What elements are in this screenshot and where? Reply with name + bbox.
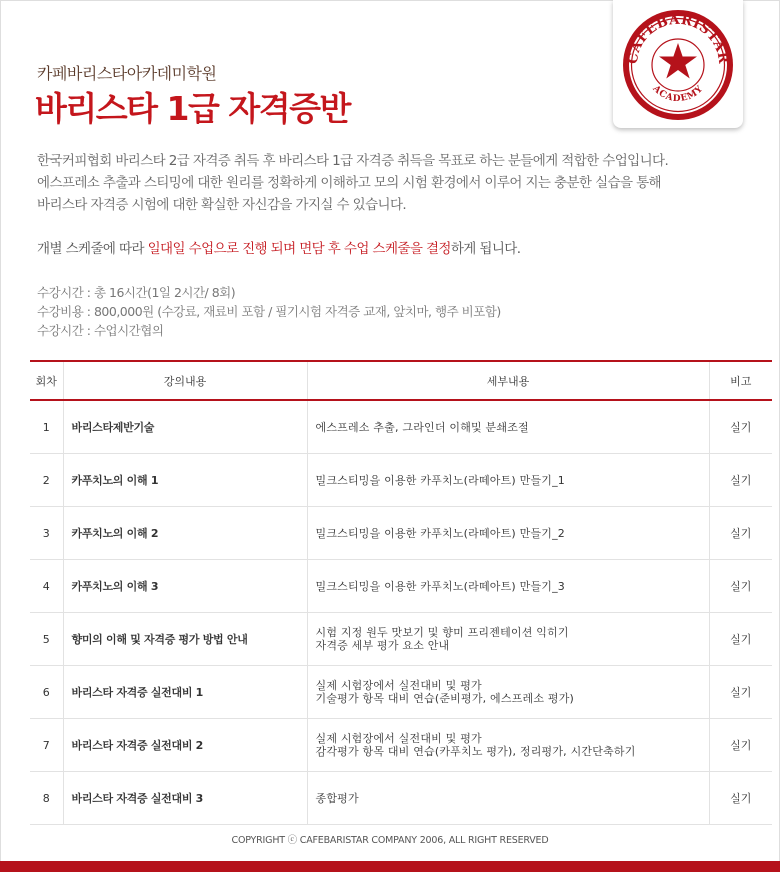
intro-line: 바리스타 자격증 시험에 대한 확실한 자신감을 가지실 수 있습니다. xyxy=(37,197,407,213)
session-number: 2 xyxy=(30,454,63,507)
header-lecture: 강의내용 xyxy=(63,361,307,400)
session-number: 1 xyxy=(30,400,63,454)
detail-line: 밀크스티밍을 이용한 카푸치노(라떼아트) 만들기_1 xyxy=(315,473,565,487)
lecture-details xyxy=(307,666,709,719)
detail-line: 기술평가 항목 대비 연습(준비평가, 에스프레소 평가) xyxy=(315,692,575,705)
info-hours: 수강시간 : 총 16시간(1일 2시간/ 8회) xyxy=(37,285,236,300)
lecture-details xyxy=(307,400,709,454)
session-number: 6 xyxy=(30,666,63,719)
lecture-details xyxy=(307,719,709,772)
curriculum-table xyxy=(30,360,772,825)
detail-line: 감각평가 항목 대비 연습(카푸치노 평가), 정리평가, 시간단축하기 xyxy=(315,745,636,758)
lecture-details xyxy=(307,507,709,560)
academy-logo xyxy=(613,0,743,128)
schedule-note-before: 개별 스케줄에 따라 xyxy=(37,241,148,257)
lecture-note: 실기 xyxy=(709,613,772,666)
session-number: 8 xyxy=(30,772,63,825)
info-cost: 수강비용 : 800,000원 (수강료, 재료비 포함 / 필기시험 자격증 교재, 앞치마, 행주 비포함) xyxy=(37,304,501,319)
table-row xyxy=(30,560,772,613)
detail-line: 밀크스티밍을 이용한 카푸치노(라떼아트) 만들기_3 xyxy=(315,579,565,593)
lecture-details xyxy=(307,772,709,825)
lecture-note: 실기 xyxy=(709,560,772,613)
session-number: 3 xyxy=(30,507,63,560)
copyright-text: COPYRIGHT ⓒ CAFEBARISTAR COMPANY 2006, ALL RIGHT RESERVED xyxy=(231,835,549,846)
lecture-note: 실기 xyxy=(709,507,772,560)
info-schedule: 수강시간 : 수업시간협의 xyxy=(37,323,164,338)
course-info xyxy=(37,283,501,340)
lecture-note: 실기 xyxy=(709,719,772,772)
intro-line: 한국커피협회 바리스타 2급 자격증 취득 후 바리스타 1급 자격증 취득을 목표로 하는 분들에게 적합한 수업입니다. xyxy=(37,153,669,169)
header-details: 세부내용 xyxy=(307,361,709,400)
table-row xyxy=(30,719,772,772)
lecture-note: 실기 xyxy=(709,772,772,825)
schedule-note-highlight: 일대일 수업으로 진행 되며 면담 후 수업 스케줄을 결정 xyxy=(147,241,451,257)
lecture-note: 실기 xyxy=(709,666,772,719)
page-title: 바리스타 1급 자격증반 xyxy=(35,89,350,128)
lecture-title: 바리스타 자격증 실전대비 1 xyxy=(63,666,307,719)
lecture-details xyxy=(307,454,709,507)
lecture-title: 향미의 이해 및 자격증 평가 방법 안내 xyxy=(63,613,307,666)
schedule-note xyxy=(37,237,520,257)
intro-line: 에스프레소 추출과 스티밍에 대한 원리를 정확하게 이해하고 모의 시험 환경에서 이루어 지는 충분한 실습을 통해 xyxy=(37,175,661,191)
header-session: 회차 xyxy=(30,361,63,400)
logo-bottom-text: ACADEMY xyxy=(650,83,706,105)
lecture-note: 실기 xyxy=(709,454,772,507)
lecture-title: 카푸치노의 이해 3 xyxy=(63,560,307,613)
detail-line: 에스프레소 추출, 그라인더 이해및 분쇄조절 xyxy=(315,420,529,434)
lecture-title: 카푸치노의 이해 2 xyxy=(63,507,307,560)
lecture-title: 카푸치노의 이해 1 xyxy=(63,454,307,507)
detail-line: 밀크스티밍을 이용한 카푸치노(라떼아트) 만들기_2 xyxy=(315,526,565,540)
academy-name: 카페바리스타아카데미학원 xyxy=(37,64,217,83)
table-row xyxy=(30,772,772,825)
detail-line: 자격증 세부 평가 요소 안내 xyxy=(315,639,450,652)
detail-line: 실제 시험장에서 실전대비 및 평가 xyxy=(315,679,482,692)
logo-top-text: CAFEBARISTAR xyxy=(624,11,732,65)
lecture-title: 바리스타 자격증 실전대비 2 xyxy=(63,719,307,772)
detail-line: 종합평가 xyxy=(315,791,359,805)
table-row xyxy=(30,613,772,666)
header-notes: 비고 xyxy=(709,361,772,400)
logo-emblem xyxy=(617,5,739,123)
table-header-row xyxy=(30,361,772,400)
lecture-details xyxy=(307,613,709,666)
detail-line: 시험 지정 원두 맛보기 및 향미 프리젠테이션 익히기 xyxy=(315,626,569,639)
table-row xyxy=(30,454,772,507)
detail-line: 실제 시험장에서 실전대비 및 평가 xyxy=(315,732,482,745)
session-number: 7 xyxy=(30,719,63,772)
course-intro xyxy=(37,150,757,216)
schedule-note-after: 하게 됩니다. xyxy=(450,241,521,257)
table-row xyxy=(30,400,772,454)
lecture-details xyxy=(307,560,709,613)
session-number: 5 xyxy=(30,613,63,666)
table-row xyxy=(30,507,772,560)
footer-bar xyxy=(0,861,780,872)
lecture-note: 실기 xyxy=(709,400,772,454)
session-number: 4 xyxy=(30,560,63,613)
lecture-title: 바리스타제반기술 xyxy=(63,400,307,454)
lecture-title: 바리스타 자격증 실전대비 3 xyxy=(63,772,307,825)
table-row xyxy=(30,666,772,719)
